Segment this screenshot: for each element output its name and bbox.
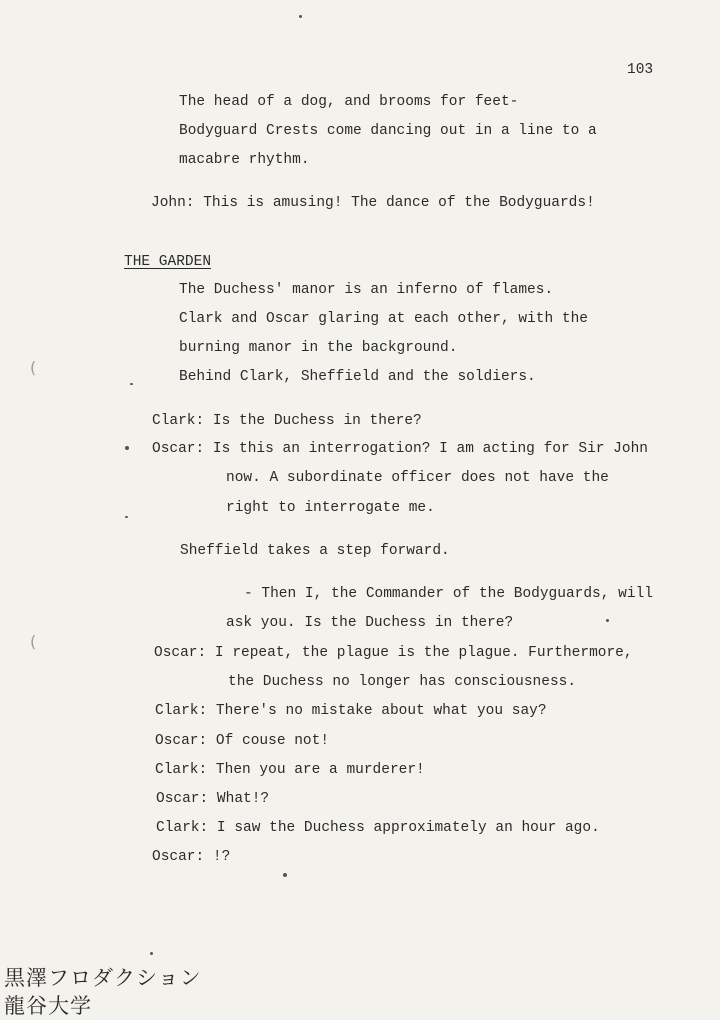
scan-mark: ( [30,632,37,651]
speaker-name: Clark: [156,820,209,836]
speaker-name: Oscar: [154,645,207,661]
scan-speck [606,619,609,622]
scan-speck [150,952,153,955]
scan-mark: ( [30,358,37,377]
dialogue-line [155,702,547,720]
scan-speck [125,516,128,518]
scan-speck [130,383,133,385]
action-line: burning manor in the background. [179,340,458,356]
action-line: macabre rhythm. [179,152,310,168]
speaker-name: Clark: [155,703,208,719]
dialogue-text: Is this an interrogation? I am acting for Sir John [212,441,648,457]
speaker-name: Oscar: [152,849,205,865]
dialogue-line [152,412,422,430]
dialogue-continuation: ask you. Is the Duchess in there? [226,615,514,631]
dialogue-text: I saw the Duchess approximately an hour ago. [216,820,600,836]
watermark-university: 龍谷大学 [4,994,92,1018]
dialogue-continuation: the Duchess no longer has consciousness. [228,674,577,690]
speaker-name: Oscar: [152,441,205,457]
dialogue-text: Of couse not! [215,733,330,749]
action-line: The Duchess' manor is an inferno of flames. [179,282,554,298]
scan-speck [283,873,287,877]
dialogue-text: What!? [216,791,270,807]
speaker-name: Clark: [152,413,205,429]
action-line: Sheffield takes a step forward. [180,543,450,559]
dialogue-line [151,194,595,212]
scan-speck [299,15,302,18]
page-number: 103 [627,62,654,78]
speaker-name: Oscar: [156,791,209,807]
dialogue-line [152,440,648,458]
dialogue-continuation: - Then I, the Commander of the Bodyguards, will [244,586,653,602]
speaker-name: Oscar: [155,733,208,749]
dialogue-line [155,732,329,750]
dialogue-text: I repeat, the plague is the plague. Furthermore, [214,645,633,661]
dialogue-continuation: now. A subordinate officer does not have the [226,470,609,486]
action-line: Behind Clark, Sheffield and the soldiers. [179,369,536,385]
dialogue-text: This is amusing! The dance of the Bodyguards! [203,195,595,211]
action-line: The head of a dog, and brooms for feet- [179,94,519,110]
dialogue-line [155,761,425,779]
dialogue-line [156,790,269,808]
dialogue-text: There's no mistake about what you say? [215,703,547,719]
speaker-name: John: [151,195,195,211]
dialogue-line [154,644,633,662]
watermark-production: 黒澤フロダクション [4,966,202,990]
dialogue-text: !? [212,849,231,865]
action-line: Clark and Oscar glaring at each other, with the [179,311,588,327]
dialogue-text: Is the Duchess in there? [212,413,422,429]
dialogue-text: Then you are a murderer! [215,762,425,778]
dialogue-continuation: right to interrogate me. [226,500,435,516]
speaker-name: Clark: [155,762,208,778]
dialogue-line [152,848,230,866]
action-line: Bodyguard Crests come dancing out in a line to a [179,123,597,139]
scene-heading: THE GARDEN [124,254,212,270]
scan-speck [125,446,129,450]
dialogue-line [156,819,600,837]
